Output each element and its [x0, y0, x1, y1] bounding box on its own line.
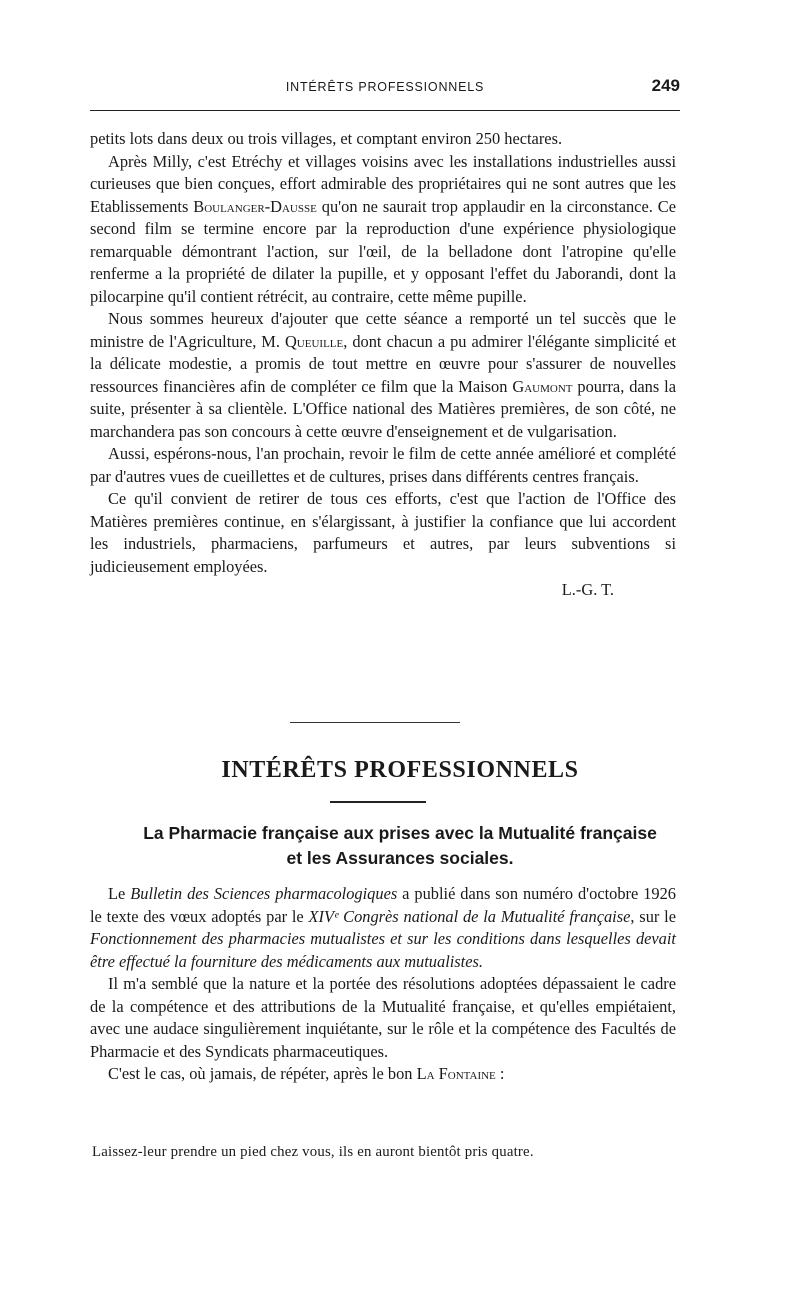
paragraph [90, 443, 676, 488]
paragraph-text: C'est le cas, où jamais, de répéter, après le bon [108, 1064, 417, 1083]
paragraph-text: petits lots dans deux ou trois villages, et comptant environ 250 hectares. [90, 129, 563, 148]
running-title: INTÉRÊTS PROFESSIONNELS [285, 80, 485, 94]
header-rule [90, 110, 680, 111]
author-name: La Fontaine [416, 1064, 496, 1083]
company-name: Boulanger-Dausse [193, 196, 317, 216]
paragraph-text: Après Milly, c'est Etréchy et villages voisins avec les installations industrielles aussi curieuses que bien conçues, effort admirable des propriétaires qui ne sont autres que les Etablissements [90, 151, 676, 216]
paragraph-text: pourra, dans la suite, présenter à sa clientèle. L'Office national des Matières premières, de son côté, ne marchandera pas son concours à cette œuvre d'enseignement et de vulgarisation. [90, 376, 677, 441]
quotation: Laissez-leur prendre un pied chez vous, ils en auront bientôt pris quatre. [92, 1144, 534, 1160]
journal-title: Bulletin des Sciences pharmacologiques [130, 884, 398, 903]
article-body [90, 883, 676, 1086]
running-head [90, 78, 680, 100]
article-title-line-1: La Pharmacie française aux prises avec la Mutualité française [143, 823, 657, 843]
paragraph [90, 488, 676, 578]
paragraph [90, 973, 676, 1063]
paragraph-text: qu'on ne saurait trop applaudir en la circonstance. Ce second film se termine encore par la reproduction d'une expérience physiologique remarquable démontrant l'action, sur l'œil, de la belladone dont l'atropine qu'elle renferme a la propriété de dilater la pupille, et y opposant l'effet du Jaborandi, dont la pilocarpine qu'il contient rétrécit, au contraire, cette même pupille. [90, 196, 676, 306]
congress-name: XIVᵉ Congrès national de la Mutualité française [308, 906, 631, 926]
paragraph-text: Il m'a semblé que la nature et la portée des résolutions adoptées dépassaient le cadre de la compétence et des attributions de la Mutualité française, et qu'elles empiétaient, avec une audace singulièrement inquiétante, sur le rôle et la compétence des Facultés de Pharmacie et des Syndicats pharmaceutiques. [90, 974, 676, 1061]
separator-rule [290, 722, 460, 723]
paragraph [90, 883, 676, 973]
person-name: Queuille [284, 331, 344, 351]
article-title [60, 821, 740, 871]
paragraph-text: , dont chacun a pu admirer l'élégante simplicité et la délicate modestie, a promis de tout mettre en œuvre pour s'assurer de nouvelles ressources financières afin de compléter ce film que la Maison [90, 331, 676, 396]
article-title-line-2: et les Assurances sociales. [286, 848, 514, 868]
page-number: 249 [651, 76, 680, 95]
paragraph [90, 308, 676, 443]
paragraph-text: Ce qu'il convient de retirer de tous ces efforts, c'est que l'action de l'Office des Matières premières continue, en s'élargissant, à justifier la confiance que lui accordent les industriels, pharmaciens, parfumeurs et autres, par leurs subventions si judicieusement employées. [90, 489, 676, 576]
paragraph-text: Le [108, 884, 131, 903]
paragraph [90, 1063, 676, 1086]
paragraph-text: Aussi, espérons-nous, l'an prochain, revoir le film de cette année amélioré et complété par d'autres vues de cueillettes et de cultures, prises dans différents centres français. [90, 444, 676, 486]
paragraph [90, 151, 676, 309]
section-rule [330, 801, 426, 803]
paragraph-text: a publié dans son numéro d'octobre 1926 le texte des vœux adoptés par le [90, 884, 677, 926]
section-title: INTÉRÊTS PROFESSIONNELS [221, 757, 579, 783]
signature: L.-G. T. [561, 580, 614, 599]
paragraph-text: Nous sommes heureux d'ajouter que cette séance a remporté un tel succès que le ministre de l'Agriculture, M. [90, 309, 676, 351]
company-name: Gaumont [512, 376, 573, 396]
resolution-title: Fonctionnement des pharmacies mutualistes et sur les conditions dans lesquelles devait être effectué la fourniture des médicaments aux mutualistes. [90, 929, 676, 971]
continuation-text [90, 128, 676, 602]
paragraph-text: , sur le [630, 906, 676, 926]
paragraph [90, 128, 676, 151]
paragraph-text: : [495, 1064, 505, 1083]
